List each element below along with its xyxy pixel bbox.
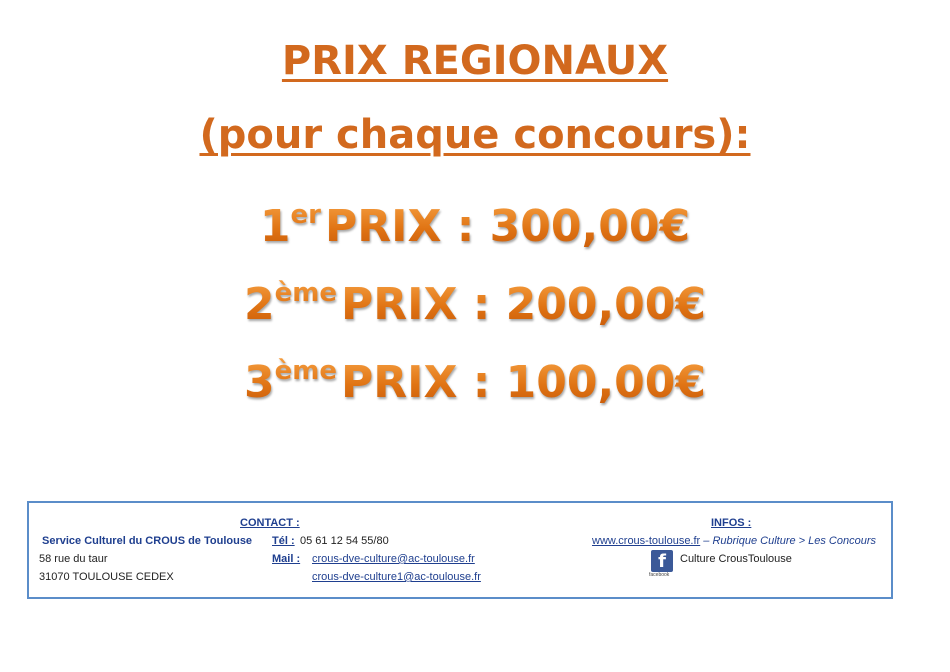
mail-link-1[interactable]: crous-dve-culture@ac-toulouse.fr [312, 553, 475, 565]
facebook-page-label[interactable]: Culture CrousToulouse [680, 553, 792, 565]
prize-second [0, 278, 950, 330]
prize-second-number: 2 [243, 279, 275, 330]
facebook-icon[interactable]: f [651, 550, 673, 572]
mail-link-2[interactable]: crous-dve-culture1@ac-toulouse.fr [312, 571, 481, 583]
prize-first-number: 1 [259, 201, 291, 252]
prize-first-suffix: er [290, 200, 322, 230]
website-path: – Rubrique Culture > Les Concours [700, 535, 877, 547]
prize-third-label: PRIX : 100,00€ [340, 357, 707, 408]
prize-second-label: PRIX : 200,00€ [340, 279, 707, 330]
contact-title: CONTACT : [240, 517, 300, 529]
prize-second-suffix: ème [274, 278, 337, 308]
prize-third-number: 3 [243, 357, 275, 408]
title-prix-regionaux: PRIX REGIONAUX [281, 38, 669, 84]
infos-website-line [592, 535, 876, 547]
tel-label: Tél : [272, 535, 295, 547]
contact-street: 58 rue du taur [39, 553, 108, 565]
mail-label: Mail : [272, 553, 301, 565]
prize-third [0, 356, 950, 408]
infos-title: INFOS : [711, 517, 752, 529]
contact-city: 31070 TOULOUSE CEDEX [39, 571, 174, 583]
facebook-icon-caption: facebook [649, 572, 670, 578]
prize-first [0, 200, 950, 252]
contact-organization: Service Culturel du CROUS de Toulouse [42, 535, 253, 547]
website-link[interactable]: www.crous-toulouse.fr [592, 535, 701, 547]
tel-value: 05 61 12 54 55/80 [300, 535, 389, 547]
contact-box [27, 501, 893, 599]
subtitle-pour-chaque-concours: (pour chaque concours): [199, 112, 751, 158]
prize-third-suffix: ème [274, 356, 337, 386]
prize-first-label: PRIX : 300,00€ [325, 201, 691, 252]
